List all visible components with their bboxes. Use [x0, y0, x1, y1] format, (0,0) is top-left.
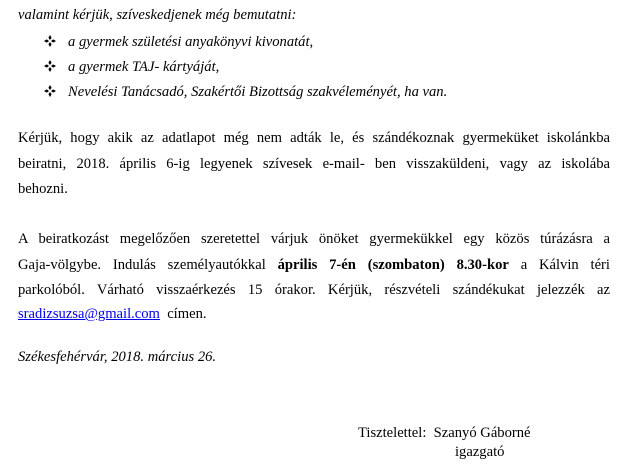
paragraph2-line2	[18, 256, 610, 274]
paragraph2-line3: parkolóból. Várható visszaérkezés 15 órakor. Kérjük, részvételi szándékukat jelezzék az	[18, 282, 610, 298]
paragraph2-line2-end: a Kálvin téri	[520, 257, 610, 273]
bullet-text: a gyermek születési anyakönyvi kivonatát,	[68, 34, 314, 50]
bullet-text: Nevelési Tanácsadó, Szakértői Bizottság szakvéleményét, ha van.	[68, 84, 448, 100]
paragraph2-line1: A beiratkozást megelőzően szeretettel várjuk önöket gyermekükkel egy közös túrázásra a	[18, 231, 610, 247]
paragraph1-line2: beiratni, 2018. április 6-ig legyenek szívesek e-mail- ben visszaküldeni, vagy az iskolába	[18, 156, 610, 172]
paragraph2-line4	[18, 305, 207, 323]
list-item	[44, 83, 447, 101]
paragraph2-line2-start: Gaja-völgybe. Indulás személyautókkal	[18, 257, 266, 273]
event-date: április 7-én (szombaton)	[277, 257, 445, 273]
signature-title: igazgató	[455, 444, 505, 460]
place-date: Székesfehérvár, 2018. március 26.	[18, 349, 217, 365]
list-item	[44, 33, 313, 51]
bullet-text: a gyermek TAJ- kártyáját,	[68, 59, 220, 75]
signature-greeting: Tisztelettel:	[358, 425, 427, 441]
signature-line	[358, 424, 531, 442]
paragraph1-line3: behozni.	[18, 181, 68, 197]
email-link[interactable]: sradizsuzsa@gmail.com	[18, 306, 160, 322]
four-diamond-bullet-icon	[44, 35, 56, 47]
paragraph1-line1: Kérjük, hogy akik az adatlapot még nem adták le, és szándékoznak gyermeküket iskolánkba	[18, 130, 610, 146]
four-diamond-bullet-icon	[44, 60, 56, 72]
after-email-text: címen.	[167, 306, 207, 322]
event-time: 8.30-kor	[456, 257, 509, 273]
intro-line: valamint kérjük, szíveskedjenek még bemutatni:	[18, 7, 297, 23]
signature-name: Szanyó Gáborné	[433, 425, 531, 441]
four-diamond-bullet-icon	[44, 85, 56, 97]
list-item	[44, 58, 219, 76]
